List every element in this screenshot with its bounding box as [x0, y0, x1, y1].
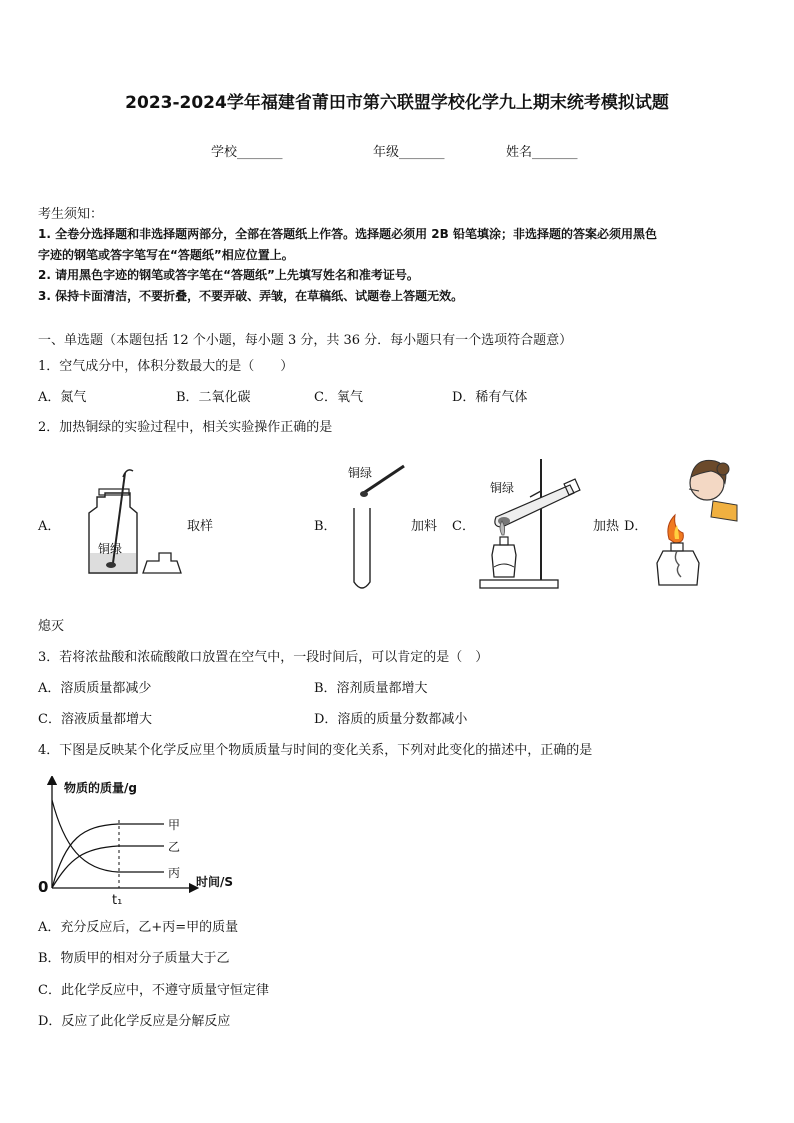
q2-option-d-caption: 熄灭	[38, 619, 65, 634]
series-label-bing: 丙	[168, 866, 181, 880]
notice-line-3: 3. 保持卡面清洁，不要折叠，不要弄破、弄皱，在草稿纸、试题卷上答题无效。	[38, 289, 464, 303]
y-axis-label: 物质的质量/g	[64, 781, 137, 795]
q1-option-b: B．二氧化碳	[176, 390, 251, 405]
x-tick-t1: t₁	[112, 893, 123, 906]
heating-apparatus-illustration	[478, 455, 590, 593]
test-tube-label: 铜绿	[348, 466, 373, 480]
page-title: 2023-2024学年福建省莆田市第六联盟学校化学九上期末统考模拟试题	[125, 93, 669, 113]
q1-option-d: D．稀有气体	[452, 390, 528, 405]
school-field: 学校_______	[211, 145, 283, 160]
q2-option-c-caption: 加热	[593, 519, 620, 534]
series-line-yi	[52, 846, 164, 888]
q2-stem: 2．加热铜绿的实验过程中，相关实验操作正确的是	[38, 420, 333, 435]
bottle-label: 铜绿	[98, 542, 123, 556]
q2-option-b-label: B．	[314, 519, 337, 534]
q4-stem: 4．下图是反映某个化学反应里个物质质量与时间的变化关系，下列对此变化的描述中，正确的是	[38, 743, 593, 758]
x-axis-label: 时间/S	[196, 875, 234, 889]
q4-option-d: D．反应了此化学反应是分解反应	[38, 1014, 231, 1029]
mass-time-chart	[36, 776, 256, 906]
q3-option-d: D．溶质的质量分数都减小	[314, 712, 468, 727]
origin-label: 0	[38, 878, 49, 896]
section-heading: 一、单选题（本题包括 12 个小题，每小题 3 分，共 36 分．每小题只有一个选项符合题意）	[38, 333, 573, 348]
q3-stem: 3．若将浓盐酸和浓硫酸敞口放置在空气中，一段时间后，可以肯定的是（ ）	[38, 650, 489, 665]
q1-option-a: A．氮气	[38, 390, 87, 405]
q2-option-b-caption: 加料	[411, 519, 438, 534]
series-label-yi: 乙	[168, 840, 181, 854]
notice-line-2: 2. 请用黑色字迹的钢笔或答字笔在“答题纸”上先填写姓名和准考证号。	[38, 268, 419, 282]
q2-option-a-label: A．	[38, 519, 61, 534]
q2-option-a-caption: 取样	[187, 519, 214, 534]
reagent-bottle-illustration	[85, 465, 185, 577]
notice-heading: 考生须知：	[38, 207, 104, 222]
heating-tube-label: 铜绿	[490, 481, 515, 495]
notice-line-1b: 字迹的钢笔或答字笔写在“答题纸”相应位置上。	[38, 248, 294, 262]
notice-line-1: 1. 全卷分选择题和非选择题两部分，全部在答题纸上作答。选择题必须用 2B 铅笔填涂；非选择题的答案必须用黑色	[38, 227, 657, 241]
q1-stem: 1．空气成分中，体积分数最大的是（ ）	[38, 359, 294, 374]
name-field: 姓名_______	[506, 145, 578, 160]
grade-field: 年级_______	[373, 145, 445, 160]
q3-option-a: A．溶质质量都减少	[38, 681, 152, 696]
series-line-bing	[52, 800, 164, 872]
alcohol-lamp-illustration	[645, 455, 745, 590]
test-tube-illustration	[340, 460, 420, 590]
q1-option-c: C．氧气	[314, 390, 363, 405]
q4-option-b: B．物质甲的相对分子质量大于乙	[38, 951, 230, 966]
q4-option-a: A．充分反应后，乙+丙=甲的质量	[38, 920, 239, 935]
q2-option-c-label: C．	[452, 519, 475, 534]
q2-option-d-label: D．	[624, 519, 648, 534]
series-label-jia: 甲	[168, 818, 181, 832]
q4-option-c: C．此化学反应中，不遵守质量守恒定律	[38, 983, 269, 998]
q3-option-c: C．溶液质量都增大	[38, 712, 152, 727]
q3-option-b: B．溶剂质量都增大	[314, 681, 428, 696]
series-line-jia	[52, 824, 164, 888]
